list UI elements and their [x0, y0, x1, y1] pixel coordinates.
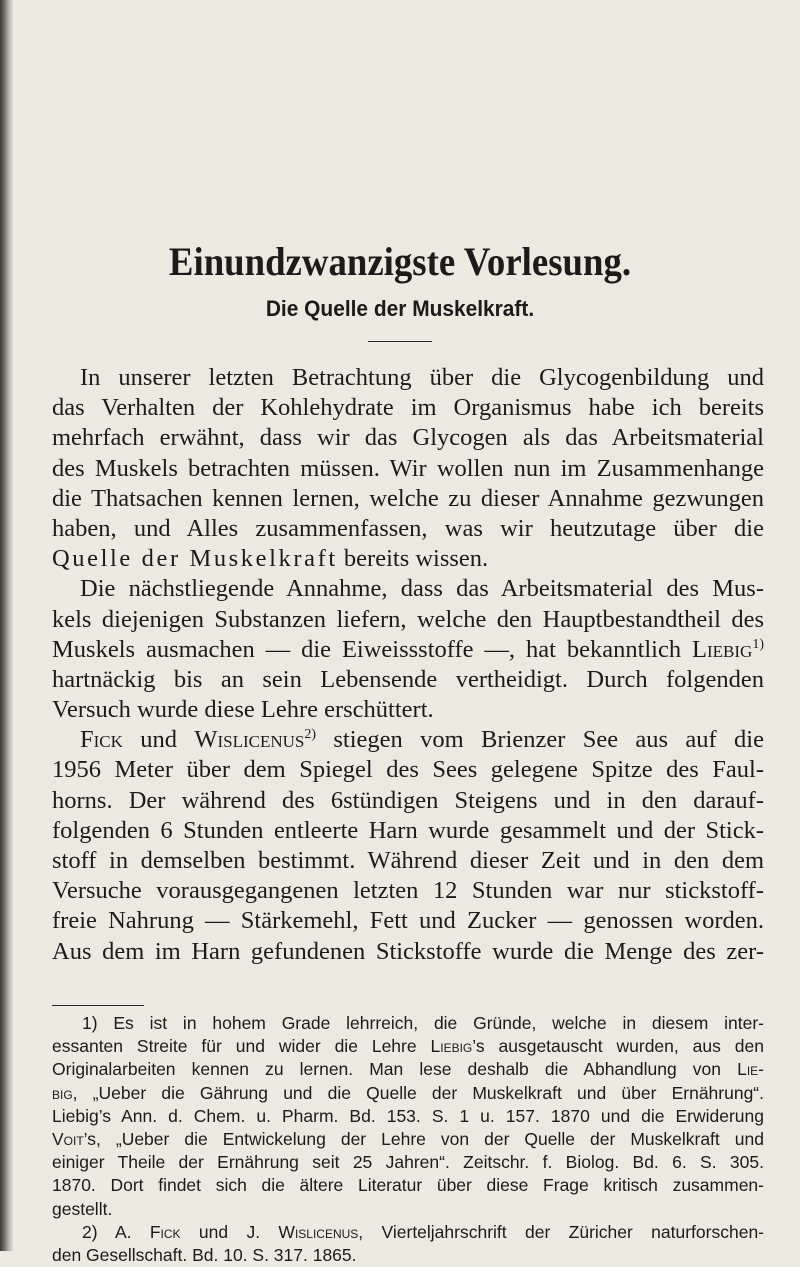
- text-run: 2) A.: [82, 1221, 150, 1242]
- footnote-line: [52, 1082, 764, 1105]
- footnote-line: den Gesellschaft. Bd. 10. S. 317. 1865.: [52, 1244, 357, 1265]
- text-line: Die nächstliegende Annahme, dass das Arbeitsmaterial des Mus-: [80, 575, 764, 603]
- text-run: und: [122, 726, 195, 754]
- text-run: Originalarbeiten kennen zu lernen. Man lese deshalb die Abhandlung von: [52, 1059, 738, 1080]
- text-line: Aus dem im Harn gefundenen Stickstoffe wurde die Menge des zer-: [52, 937, 764, 965]
- lecture-title: Einundzwanzigste Vorlesung.: [168, 239, 632, 284]
- text-run: Muskels ausmachen — die Eiweissstoffe —, hat bekanntlich: [52, 635, 693, 663]
- spaced-term: Quelle der Muskelkraft: [52, 545, 338, 573]
- footnote-line: [52, 1128, 764, 1151]
- footnote-line: gestellt.: [52, 1198, 113, 1219]
- footnote-marker: 1): [752, 636, 764, 652]
- text-line: freie Nahrung — Stärkemehl, Fett und Zucker — genossen worden.: [52, 907, 764, 935]
- text-line: das Verhalten der Kohlehydrate im Organismus habe ich bereits: [52, 394, 764, 422]
- text-line: die Thatsachen kennen lernen, welche zu dieser Annahme gezwungen: [52, 484, 764, 512]
- text-line: haben, und Alles zusammenfassen, was wir heutzutage über die: [52, 514, 764, 542]
- body-text: [52, 363, 764, 967]
- footnote-line: 1870. Dort findet sich die ältere Literatur über diese Frage kritisch zusammen-: [52, 1175, 764, 1196]
- text-line: hartnäckig bis an sein Lebensende vertheidigt. Durch folgenden: [52, 665, 764, 693]
- footnote-line: [52, 1035, 764, 1058]
- lecture-subtitle: Die Quelle der Muskelkraft.: [265, 296, 535, 321]
- text-line: mehrfach erwähnt, dass wir das Glycogen als das Arbeitsmaterial: [52, 424, 764, 452]
- text-line: [52, 725, 764, 755]
- text-line: Versuche vorausgegangenen letzten 12 Stunden war nur stickstoff-: [52, 877, 764, 905]
- footnote-rule: [52, 1005, 144, 1006]
- author-name: Fick: [149, 1221, 181, 1242]
- footnote-line: [52, 1221, 764, 1244]
- text-line: Versuch wurde diese Lehre erschüttert.: [52, 696, 434, 724]
- footnote-line: [52, 1058, 764, 1081]
- author-name: Wislicenus: [194, 726, 305, 754]
- author-name: big: [52, 1082, 73, 1103]
- text-line: [52, 635, 764, 665]
- text-run: , Vierteljahrschrift der Züricher naturforschen-: [358, 1221, 765, 1242]
- text-line: [52, 544, 764, 574]
- text-line: 1956 Meter über dem Spiegel des Sees gelegene Spitze des Faul-: [52, 756, 764, 784]
- footnote-marker: 2): [304, 727, 317, 743]
- text-line: stoff in demselben bestimmt. Während dieser Zeit und in den dem: [52, 847, 764, 874]
- author-name: Wislicenus: [278, 1221, 359, 1242]
- footnote-line: 1) Es ist in hohem Grade lehrreich, die Gründe, welche in diesem inter-: [82, 1013, 764, 1033]
- text-run: ’s ausgetauscht wurden, aus den: [472, 1036, 764, 1057]
- text-run: stiegen vom Brienzer See aus auf die: [316, 726, 764, 754]
- author-name: Fick: [80, 726, 123, 754]
- footnote-line: einiger Theile der Ernährung seit 25 Jahren“. Zeitschr. f. Biolog. Bd. 6. S. 305.: [52, 1152, 764, 1173]
- author-name: Lie-: [737, 1059, 764, 1080]
- text-line: horns. Der während des 6stündigen Steigens und in den darauf-: [52, 786, 764, 814]
- text-run: bereits wissen.: [337, 545, 489, 573]
- author-name: Voit: [52, 1128, 84, 1149]
- author-name: Liebig: [692, 635, 753, 663]
- text-run: essanten Streite für und wider die Lehre: [52, 1036, 431, 1057]
- text-line: In unserer letzten Betrachtung über die Glycogenbildung und: [80, 364, 764, 391]
- text-line: folgenden 6 Stunden entleerte Harn wurde gesammelt und der Stick-: [52, 816, 764, 844]
- text-line: des Muskels betrachten müssen. Wir wollen nun im Zusammenhange: [52, 454, 764, 482]
- author-name: Liebig: [430, 1036, 473, 1057]
- footnotes: [52, 1012, 764, 1267]
- title-rule: [368, 341, 432, 342]
- text-run: und J.: [180, 1221, 279, 1242]
- footnote-line: Liebig’s Ann. d. Chem. u. Pharm. Bd. 153. S. 1 u. 157. 1870 und die Erwiderung: [52, 1105, 764, 1126]
- text-run: ’s, „Ueber die Entwickelung der Lehre von der Quelle der Muskelkraft und: [83, 1128, 764, 1149]
- text-run: , „Ueber die Gährung und die Quelle der Muskelkraft und über Ernährung“.: [72, 1082, 764, 1103]
- text-line: kels diejenigen Substanzen liefern, welche den Hauptbestandtheil des: [52, 605, 764, 633]
